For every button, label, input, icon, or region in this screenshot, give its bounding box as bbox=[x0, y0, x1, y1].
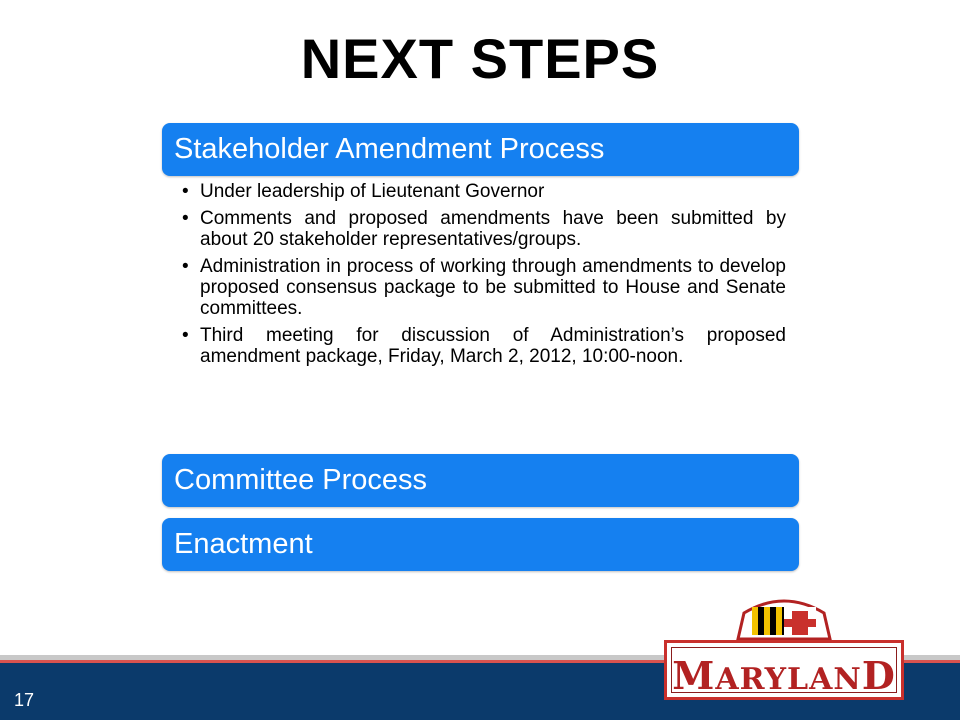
list-item: • Under leadership of Lieutenant Governor bbox=[182, 181, 545, 202]
maryland-logo bbox=[664, 595, 904, 700]
bullet-icon: • bbox=[182, 256, 189, 277]
list-item: • Administration in process of working through amendments to develop proposed consensus package to be submitted to House and Senate committees. bbox=[182, 256, 786, 319]
list-item: • Third meeting for discussion of Administration’s proposed amendment package, Friday, March 2, 2012, 10:00-noon. bbox=[182, 325, 786, 367]
list-item: • Comments and proposed amendments have been submitted by about 20 stakeholder representatives/groups. bbox=[182, 208, 786, 250]
section-header-enactment: Enactment bbox=[162, 518, 799, 571]
stakeholder-bullet-list bbox=[174, 181, 786, 373]
logo-wordmark: MARYLAND bbox=[672, 653, 896, 698]
bullet-icon: • bbox=[182, 208, 189, 229]
section-header-committee: Committee Process bbox=[162, 454, 799, 507]
bullet-icon: • bbox=[182, 325, 189, 346]
logo-wordmark-box bbox=[664, 640, 904, 700]
bullet-icon: • bbox=[182, 181, 189, 202]
slide-title: NEXT STEPS bbox=[300, 27, 660, 90]
page-number: 17 bbox=[14, 690, 35, 710]
section-header-stakeholder: Stakeholder Amendment Process bbox=[162, 123, 799, 176]
